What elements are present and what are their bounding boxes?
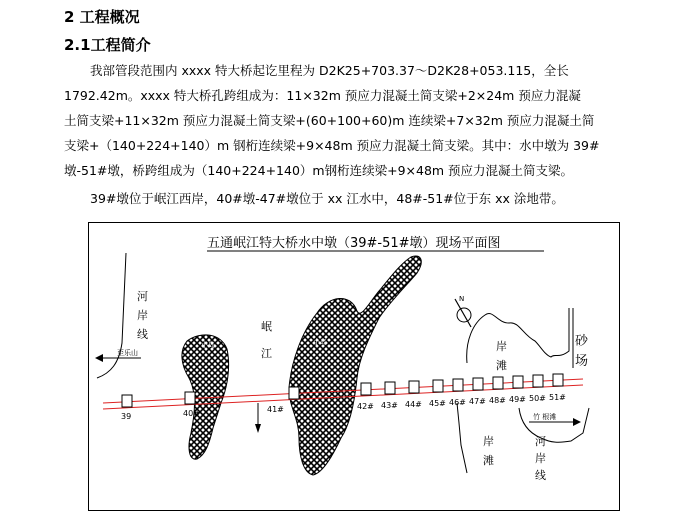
left-bank-label: 河 岸 线 [137,290,148,341]
pier-44 [409,381,419,393]
pier-49 [513,376,523,388]
island-left-label: 小岛 [201,341,215,349]
pier-47 [473,378,483,390]
island-middle-label: 小岛 [313,338,327,346]
pier-46 [453,379,463,391]
pier-label: 43# [381,401,398,410]
pier-label: 45# [429,399,446,408]
river-label: 岷 江 [261,320,272,360]
to-left-label: 至乐山 [117,349,138,357]
para1-line: 我部管段范围内 xxxx 特大桥起讫里程为 D2K25+703.37～D2K28+053.115，全长 [90,63,569,78]
pier-label: 47# [469,397,486,406]
lower-beach-label: 岸 滩 [483,435,494,467]
heading-section-2: 2 工程概况 [64,8,140,26]
sand-field-label: 砂 场 [575,334,589,369]
pier-label: 44# [405,400,422,409]
site-plan-figure [88,222,620,511]
pier-label: 40# [183,409,200,418]
to-right-arrow [529,412,581,426]
figure-title: 五通岷江特大桥水中墩（39#-51#墩）现场平面图 [207,236,501,251]
para1-line: 1792.42m。xxxx 特大桥孔跨组成为：11×32m 预应力混凝土简支梁+2×24m 预应力混凝 [64,88,581,103]
pier-label: 48# [489,396,506,405]
pier-label: 46# [449,398,466,407]
north-label: N [459,295,465,303]
pier-51 [553,374,563,386]
pier-42 [361,383,371,395]
para1-line: 支梁+（140+224+140）m 钢桁连续梁+9×48m 预应力混凝土简支梁。其中：水中墩为 39# [64,138,600,153]
flow-arrow [255,403,261,433]
pier-50 [533,375,543,387]
pier-label: 39 [121,412,132,421]
pier-label: 42# [357,402,374,411]
upper-beach-label: 岸 滩 [496,340,507,372]
right-bank-label: 河 岸 线 [535,435,546,482]
site-plan-drawing [89,223,619,510]
pier-label: 41# [267,405,284,414]
para1-line: 墩-51#墩，桥跨组成为（140+224+140）m钢桁连续梁+9×48m 预应力混凝土简支梁。 [64,163,574,178]
to-right-label: 竹 根滩 [533,413,557,421]
pier-label: 51# [549,393,566,402]
lower-beach-outline [457,403,467,473]
pier-43 [385,382,395,394]
to-left-arrow [95,348,141,362]
upper-beach-outline [467,308,569,363]
heading-section-2-1: 2.1工程简介 [64,36,151,54]
para1-line: 土简支梁+11×32m 预应力混凝土简支梁+(60+100+60)m 连续梁+7×32m 预应力混凝土简 [64,113,595,128]
pier-40 [185,392,195,404]
island-middle [289,256,421,475]
pier-39 [122,395,132,407]
pier-48 [493,377,503,389]
paragraph-2: 39#墩位于岷江西岸，40#墩-47#墩位于 xx 江水中，48#-51#位于东 xx 涂地带。 [90,191,564,206]
pier-label: 49# [509,395,526,404]
pier-label: 50# [529,394,546,403]
north-arrow-icon [455,295,471,327]
pier-41 [289,387,299,399]
pier-45 [433,380,443,392]
